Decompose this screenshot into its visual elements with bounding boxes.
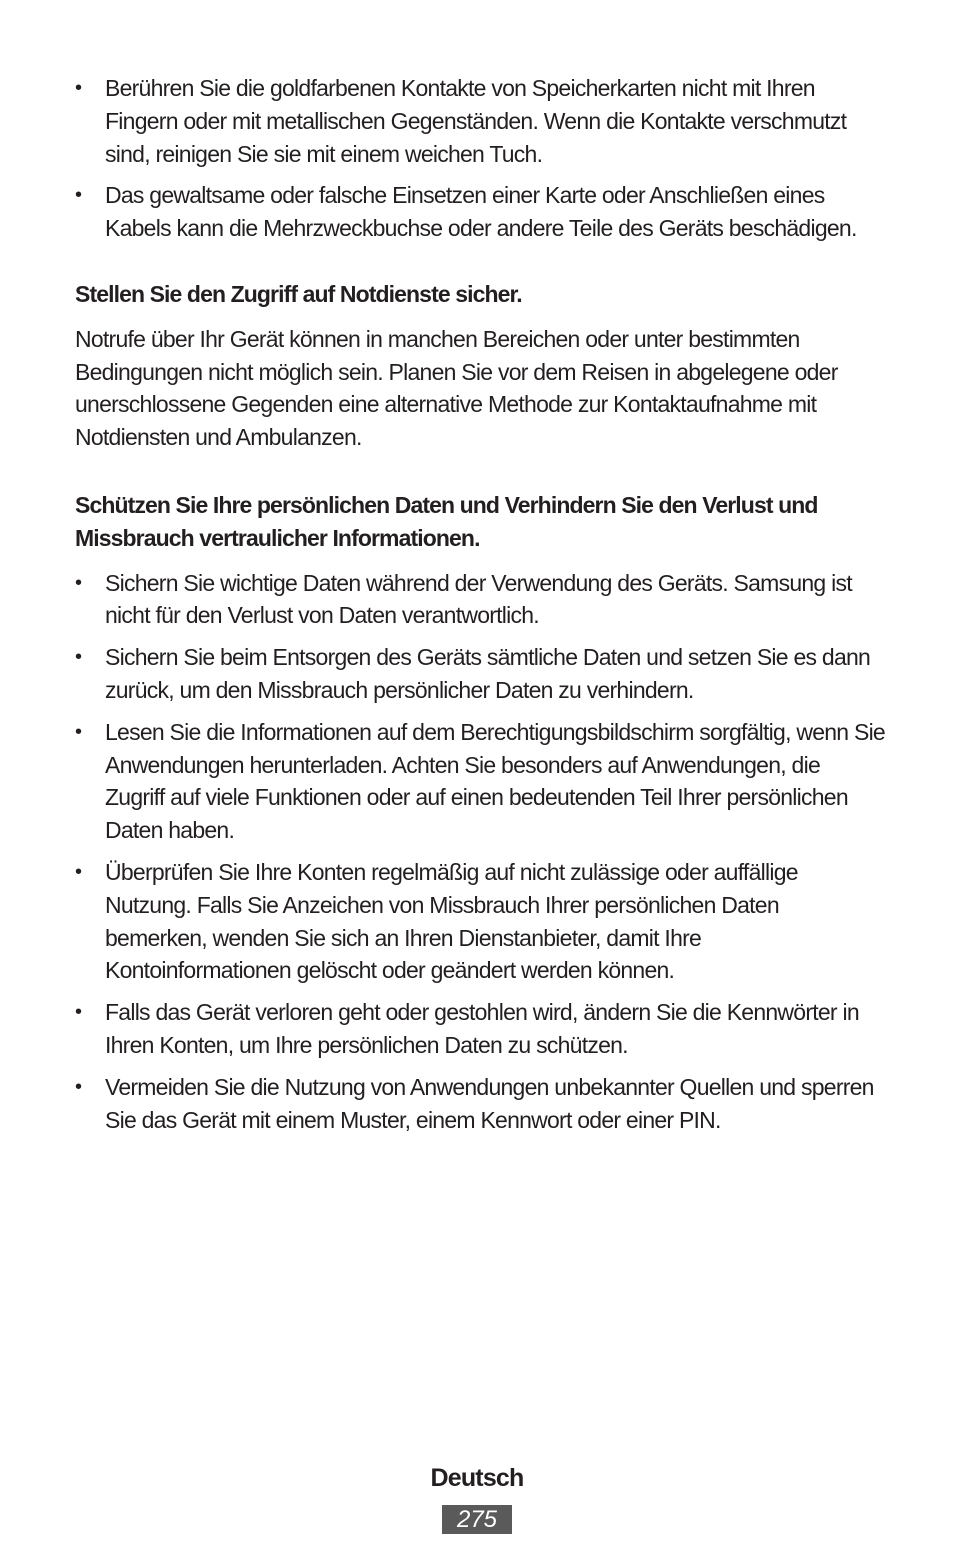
bullet-icon: •	[75, 860, 82, 883]
list-item-text: Berühren Sie die goldfarbenen Kontakte von Speicherkarten nicht mit Ihren Fingern oder mit metallischen Gegenständen. Wenn die Kontakte verschmutzt sind, reinigen Sie sie mit einem weichen Tuch.	[105, 75, 847, 167]
list-item	[75, 567, 885, 633]
bullet-icon: •	[75, 571, 82, 594]
section-heading-privacy: Schützen Sie Ihre persönlichen Daten und Verhindern Sie den Verlust und Missbrauch vertraulicher Informationen.	[75, 491, 818, 551]
bullet-icon: •	[75, 646, 82, 669]
page-content	[75, 72, 885, 1145]
bullet-icon: •	[75, 77, 82, 99]
bullet-icon: •	[75, 1075, 82, 1098]
list-item-text: Falls das Gerät verloren geht oder gestohlen wird, ändern Sie die Kennwörter in Ihren Konten, um Ihre persönlichen Daten zu schützen.	[105, 999, 859, 1058]
list-item	[75, 996, 885, 1062]
list-item	[75, 856, 885, 987]
list-item	[75, 1071, 885, 1137]
list-item	[75, 72, 885, 170]
list-item-text: Das gewaltsame oder falsche Einsetzen einer Karte oder Anschließen eines Kabels kann die Mehrzweckbuchse oder andere Teile des Geräts beschädigen.	[105, 182, 857, 242]
emergency-paragraph: Notrufe über Ihr Gerät können in manchen Bereichen oder unter bestimmten Bedingungen nicht möglich sein. Planen Sie vor dem Reisen in abgelegene oder unerschlossene Gegenden eine alternative Methode zur Kontaktaufnahme mit Notdiensten und Ambulanzen.	[75, 325, 838, 451]
page-number-badge: 275	[442, 1505, 512, 1534]
list-item-text: Überprüfen Sie Ihre Konten regelmäßig auf nicht zulässige oder auffällige Nutzung. Falls Sie Anzeichen von Missbrauch Ihrer persönlichen Daten bemerken, wenden Sie sich an Ihren Dienstanbieter, damit Ihre Kontoinformationen gelöscht oder geändert werden können.	[105, 858, 798, 984]
list-item-text: Vermeiden Sie die Nutzung von Anwendungen unbekannter Quellen und sperren Sie das Gerät mit einem Muster, einem Kennwort oder einer PIN.	[105, 1073, 874, 1133]
list-item-text: Sichern Sie beim Entsorgen des Geräts sämtliche Daten und setzen Sie es dann zurück, um den Missbrauch persönlicher Daten zu verhindern.	[105, 644, 871, 703]
list-item	[75, 641, 885, 707]
privacy-bullet-list	[75, 567, 885, 1137]
bullet-icon: •	[75, 184, 82, 207]
list-item	[75, 179, 885, 245]
footer-language-label: Deutsch	[430, 1464, 524, 1492]
section-heading-emergency: Stellen Sie den Zugriff auf Notdienste sicher.	[75, 280, 522, 307]
memory-card-bullet-list	[75, 72, 885, 245]
list-item-text: Sichern Sie wichtige Daten während der Verwendung des Geräts. Samsung ist nicht für den Verlust von Daten verantwortlich.	[105, 569, 852, 629]
bullet-icon: •	[75, 720, 82, 743]
list-item	[75, 716, 885, 847]
list-item-text: Lesen Sie die Informationen auf dem Berechtigungsbildschirm sorgfältig, wenn Sie Anwendungen herunterladen. Achten Sie besonders auf Anwendungen, die Zugriff auf viele Funktionen oder auf einen bedeutenden Teil Ihrer persönlichen Daten haben.	[105, 718, 885, 844]
bullet-icon: •	[75, 1001, 82, 1024]
